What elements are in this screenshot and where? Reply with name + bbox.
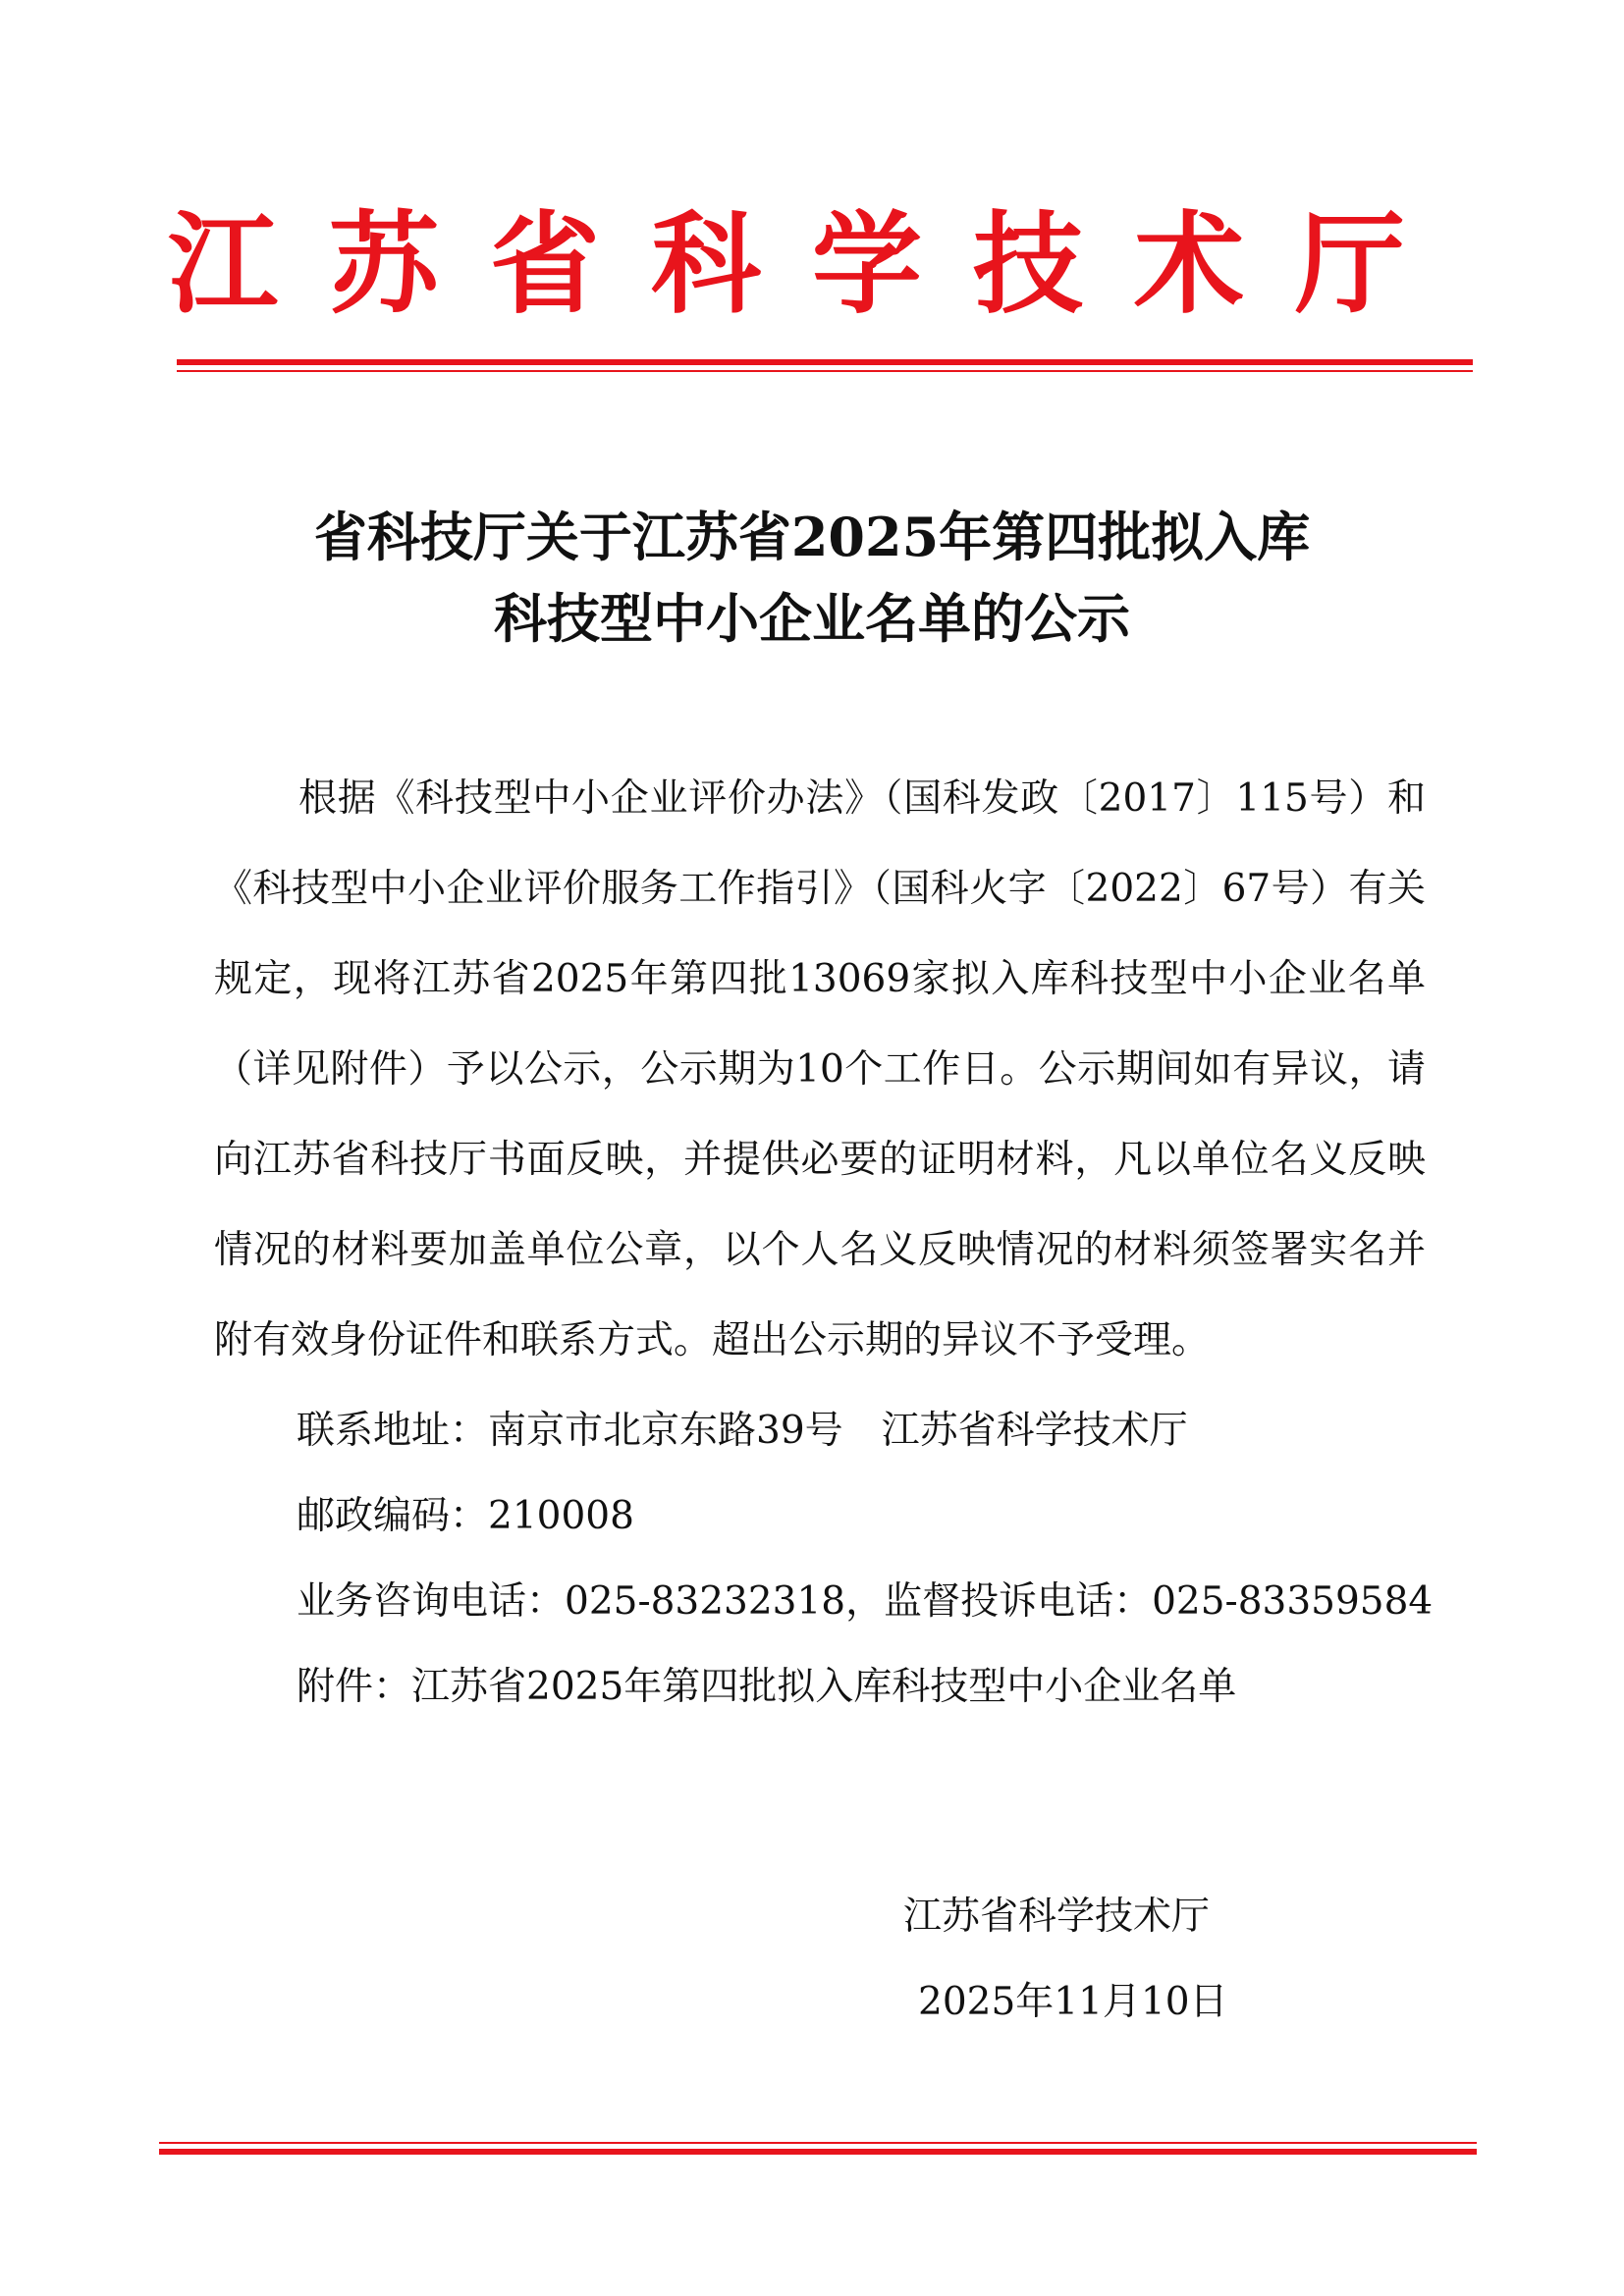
document-title-line2: 科技型中小企业名单的公示 <box>494 587 1130 650</box>
footer-rule-thick <box>159 2149 1477 2155</box>
footer-rule-thin <box>159 2142 1477 2144</box>
signature-date: 2025年11月10日 <box>918 1980 1228 2024</box>
body-paragraph: 根据《科技型中小企业评价办法》（国科发政〔2017〕115号）和《科技型中小企业评价服务工作指引》（国科火字〔2022〕67号）有关规定，现将江苏省2025年第四批13069家拟入库科技型中小企业名单（详见附件）予以公示，公示期为10个工作日。公示期间如有异议，请向江苏省科技厅书面反映，并提供必要的证明材料，凡以单位名义反映情况的材料要加盖单位公章，以个人名义反映情况的材料须签署实名并附有效身份证件和联系方式。超出公示期的异议不予受理。 <box>214 776 1426 1362</box>
masthead-rule-thick <box>177 359 1473 365</box>
postal-code: 邮政编码：210008 <box>297 1494 634 1538</box>
signature-org: 江苏省科学技术厅 <box>903 1895 1211 1939</box>
masthead-org-name: 江苏省科学技术厅 <box>168 201 1456 329</box>
contact-phones: 业务咨询电话：025-83232318，监督投诉电话：025-83359584 <box>297 1579 1434 1624</box>
masthead-rule-thin <box>177 370 1473 372</box>
attachment-note: 附件：江苏省2025年第四批拟入库科技型中小企业名单 <box>297 1665 1237 1709</box>
contact-address: 联系地址：南京市北京东路39号 江苏省科学技术厅 <box>297 1409 1188 1453</box>
document-title-line1: 省科技厅关于江苏省2025年第四批拟入库 <box>313 506 1311 568</box>
